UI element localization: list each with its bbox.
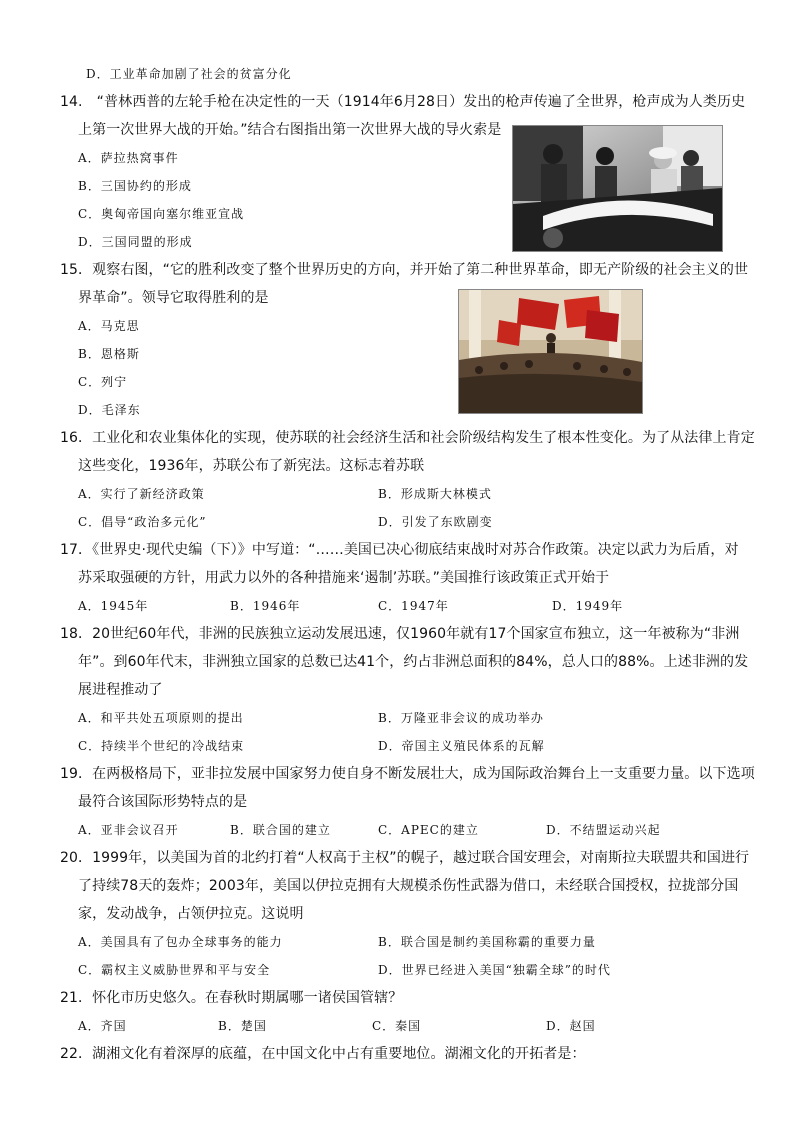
q14-option-c[interactable]: C．奥匈帝国向塞尔维亚宣战 (78, 207, 245, 221)
q18-option-c[interactable]: C．持续半个世纪的冷战结束 (78, 739, 245, 753)
q17-stem-line2: 苏采取强硬的方针，用武力以外的各种措施来‘遏制’苏联。”美国推行该政策正式开始于 (78, 570, 610, 586)
q21-stem-line1: 21．怀化市历史悠久。在春秋时期属哪一诸侯国管辖？ (60, 990, 403, 1006)
q22-stem-line1: 22．湖湘文化有着深厚的底蕴，在中国文化中占有重要地位。湖湘文化的开拓者是： (60, 1046, 586, 1062)
q13-option-d: D．工业革命加剧了社会的贫富分化 (86, 67, 292, 81)
q15-stem-line2: 界革命”。领导它取得胜利的是 (78, 290, 269, 306)
q14-stem-line2: 上第一次世界大战的开始。”结合右图指出第一次世界大战的导火索是 (78, 122, 502, 138)
q20-stem-line1: 20．1999年，以美国为首的北约打着“人权高于主权”的幌子，越过联合国安理会，对南斯拉夫联盟共和国进行 (60, 850, 750, 866)
q18-option-d[interactable]: D．帝国主义殖民体系的瓦解 (378, 739, 545, 753)
q15-option-a[interactable]: A．马克思 (78, 319, 140, 333)
q20-option-a[interactable]: A．美国具有了包办全球事务的能力 (78, 935, 283, 949)
q18-stem-line3: 展进程推动了 (78, 682, 163, 698)
sarajevo-photo (512, 125, 723, 252)
q14-option-b[interactable]: B．三国协约的形成 (78, 179, 192, 193)
q18-stem-line2: 年”。到60年代末，非洲独立国家的总数已达41个，约占非洲总面积的84%，总人口的88%。上述非洲的发 (78, 654, 749, 670)
revolution-painting-drawing (459, 290, 642, 413)
q16-option-c[interactable]: C．倡导“政治多元化” (78, 515, 207, 529)
q21-option-b[interactable]: B．楚国 (218, 1019, 267, 1033)
q17-option-a[interactable]: A．1945年 (78, 599, 149, 613)
q20-option-d[interactable]: D．世界已经进入美国“独霸全球”的时代 (378, 963, 611, 977)
q21-option-d[interactable]: D．赵国 (546, 1019, 596, 1033)
q16-stem-line1: 16．工业化和农业集体化的实现，使苏联的社会经济生活和社会阶级结构发生了根本性变化。为了从法律上肯定 (60, 430, 755, 446)
q19-option-b[interactable]: B．联合国的建立 (230, 823, 331, 837)
q18-option-a[interactable]: A．和平共处五项原则的提出 (78, 711, 244, 725)
q15-option-c[interactable]: C．列宁 (78, 375, 128, 389)
q15-option-d[interactable]: D．毛泽东 (78, 403, 141, 417)
q16-stem-line2: 这些变化，1936年，苏联公布了新宪法。这标志着苏联 (78, 458, 425, 474)
q21-option-c[interactable]: C．秦国 (372, 1019, 422, 1033)
q17-stem-line1: 17．《世界史·现代史编（下）》中写道：“……美国已决心彻底结束战时对苏合作政策。决定以武力为后盾，对 (60, 542, 739, 558)
q14-option-d[interactable]: D．三国同盟的形成 (78, 235, 193, 249)
q17-option-c[interactable]: C．1947年 (378, 599, 449, 613)
q20-stem-line2: 了持续78天的轰炸；2003年，美国以伊拉克拥有大规模杀伤性武器为借口，未经联合国授权，拉拢部分国 (78, 878, 739, 894)
q19-option-c[interactable]: C．APEC的建立 (378, 823, 479, 837)
q16-option-d[interactable]: D．引发了东欧剧变 (378, 515, 493, 529)
q20-option-c[interactable]: C．霸权主义威胁世界和平与安全 (78, 963, 271, 977)
q14-option-a[interactable]: A．萨拉热窝事件 (78, 151, 179, 165)
q19-option-a[interactable]: A．亚非会议召开 (78, 823, 179, 837)
q19-option-d[interactable]: D．不结盟运动兴起 (546, 823, 661, 837)
q17-option-d[interactable]: D．1949年 (552, 599, 624, 613)
q20-stem-line3: 家，发动战争，占领伊拉克。这说明 (78, 906, 304, 922)
q15-stem-line1: 15．观察右图，“它的胜利改变了整个世界历史的方向，并开始了第二种世界革命，即无产阶级的社会主义的世 (60, 262, 749, 278)
q16-option-a[interactable]: A．实行了新经济政策 (78, 487, 205, 501)
q19-stem-line1: 19．在两极格局下，亚非拉发展中国家努力使自身不断发展壮大，成为国际政治舞台上一支重要力量。以下选项 (60, 766, 755, 782)
q21-option-a[interactable]: A．齐国 (78, 1019, 127, 1033)
q18-stem-line1: 18．20世纪60年代，非洲的民族独立运动发展迅速，仅1960年就有17个国家宣布独立，这一年被称为“非洲 (60, 626, 740, 642)
q15-option-b[interactable]: B．恩格斯 (78, 347, 140, 361)
q20-option-b[interactable]: B．联合国是制约美国称霸的重要力量 (378, 935, 596, 949)
q18-option-b[interactable]: B．万隆亚非会议的成功举办 (378, 711, 544, 725)
q19-stem-line2: 最符合该国际形势特点的是 (78, 794, 248, 810)
sarajevo-photo-drawing (513, 126, 722, 251)
q17-option-b[interactable]: B．1946年 (230, 599, 301, 613)
q14-stem-line1: 14. “普林西普的左轮手枪在决定性的一天（1914年6月28日）发出的枪声传遍了全世界，枪声成为人类历史 (60, 94, 746, 110)
revolution-painting (458, 289, 643, 414)
q16-option-b[interactable]: B．形成斯大林模式 (378, 487, 492, 501)
